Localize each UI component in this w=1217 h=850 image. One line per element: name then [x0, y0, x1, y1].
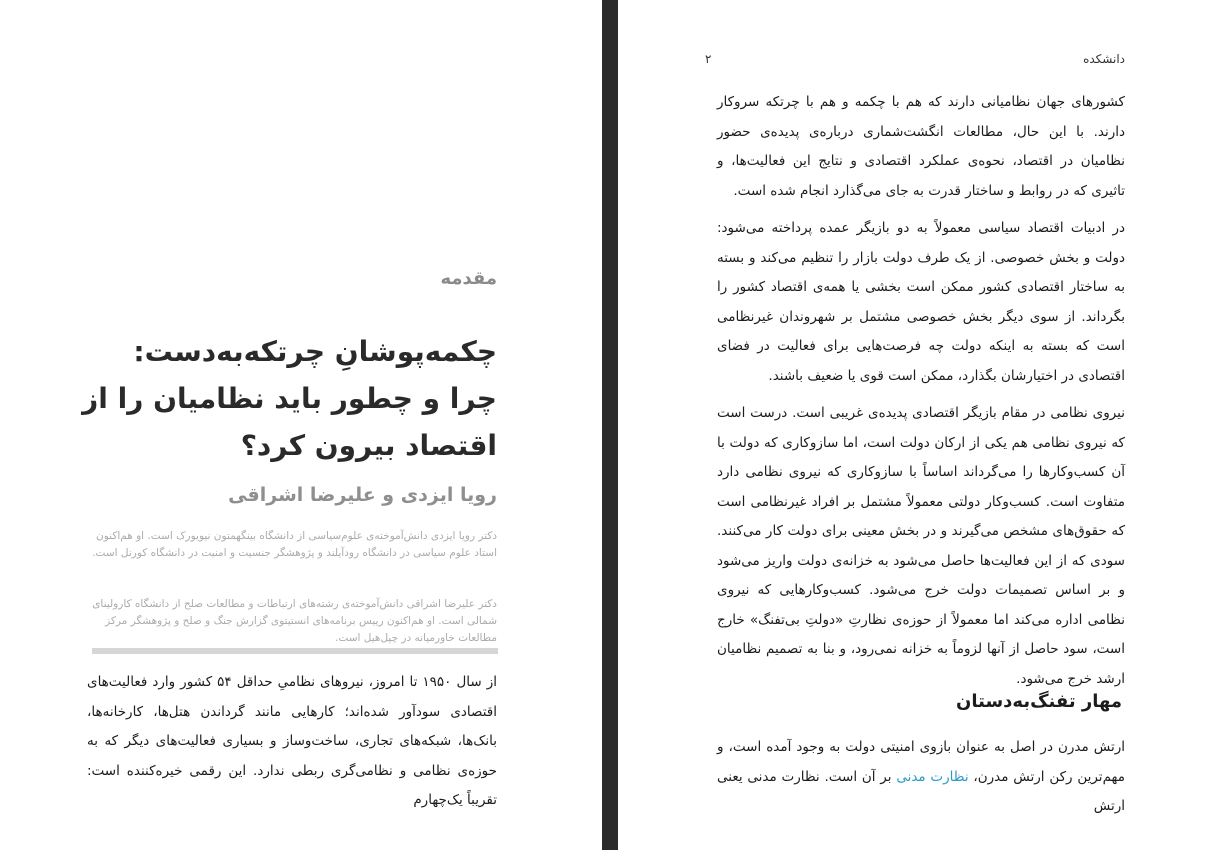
section-divider — [92, 648, 498, 654]
chapter-title-line-2: چرا و چطور باید نظامیان را از — [82, 382, 497, 415]
paragraph-4-text-end: بر آن است. نظارت مدنی یعنی ارتش — [717, 768, 1125, 814]
author-bio-1: دکتر رویا ایزدی دانش‌آموخته‌ی علوم‌سیاسی از دانشگاه بینگهمتون نیویورک است. او هم‌اکنون استاد علوم سیاسی در دانشگاه رودآیلند و پژوهشگر جنسیت و امنیت در دانشگاه کورنل است. — [92, 530, 497, 559]
running-head-title: دانشکده — [1083, 52, 1125, 66]
authors-byline: رویا ایزدی و علیرضا اشراقی — [228, 484, 497, 506]
paragraph-4-text-start: ارتش مدرن در اصل به عنوان بازوی امنیتی دولت به وجود آمده است، و مهم‌ترین رکن ارتش مدرن، — [717, 739, 1126, 785]
intro-paragraph: از سال ۱۹۵۰ تا امروز، نیروهای نظامیِ حداقل ۵۴ کشور وارد فعالیت‌های اقتصادی سودآور شده‌اند؛ کارهایی مانند گرداندن هتل‌ها، کارخانه‌ها، بانک‌ها، شبکه‌های تجاری، ساخت‌وساز و بسیاری فعالیت‌های دیگر که به حوزه‌ی نظامی و نظامی‌گری ربطی ندارد. این رقمی خیره‌کننده است: تقریباً یک‌چهارم — [87, 674, 497, 808]
author-bio-2: دکتر علیرضا اشراقی دانش‌آموخته‌ی رشته‌های ارتباطات و مطالعات صلح از دانشگاه کارولینای شمالی است. او هم‌اکنون رییس برنامه‌های انستیتوی گزارش جنگ و صلح و پژوهشگر مرکز مطالعات خاورمیانه در چپل‌هیل است. — [92, 598, 497, 644]
body-paragraph-3: نیروی نظامی در مقام بازیگر اقتصادی پدیده‌ی غریبی است. درست است که نیروی نظامی هم یکی از ارکان دولت است، اما سازوکاری که دولت با آن کسب‌وکارها را می‌گرداند اساساً با سازوکاری که نیروی نظامی دارد متفاوت است. کسب‌وکار دولتی معمولاً مشتمل بر افراد غیرنظامی است که حقوق‌های مشخص می‌گیرند و در بخش معینی برای دولت کار می‌کنند. سودی که از این فعالیت‌ها حاصل می‌شود به خزانه‌ی دولت واریز می‌شود و بر اساس تصمیمات دولت خرج می‌شود. کسب‌وکارهایی که نیروی نظامی اداره می‌کند اما معمولاً از حوزه‌ی نظارتِ «دولتِ بی‌تفنگ» خارج است، سود حاصل از آنها لزوماً به خزانه نمی‌رود، و بنا به تصمیم نظامیان ارشد خرج می‌شود. — [717, 405, 1125, 687]
chapter-title-line-3: اقتصاد بیرون کرد؟ — [240, 429, 497, 462]
civil-oversight-link[interactable]: نظارت مدنی — [896, 768, 969, 785]
body-paragraph-4 — [717, 733, 1125, 822]
page-number: ۲ — [705, 52, 712, 66]
left-page — [0, 0, 602, 850]
section-label: مقدمه — [440, 268, 497, 289]
body-paragraph-2: در ادبیات اقتصاد سیاسی معمولاً به دو بازیگر عمده پرداخته می‌شود: دولت و بخش خصوصی. از یک طرف دولت بازار را تنظیم می‌کند و بسته به ساختار اقتصادی کشور ممکن است بخشی یا همه‌ی اقتصاد کشور را بگرداند. از سوی دیگر بخش خصوصی مشتمل بر شهروندان غیرنظامی است که بسته به اینکه دولت چه فرصت‌هایی برای فعالیت در فضای اقتصادی در اختیارشان بگذارد، ممکن است قوی یا ضعیف باشند. — [717, 220, 1125, 384]
body-paragraph-1: کشورهای جهان نظامیانی دارند که هم با چکمه و هم با چرتکه سروکار دارند. با این حال، مطالعات انگشت‌شماری درباره‌ی پدیده‌ی حضور نظامیان در اقتصاد، نحوه‌ی عملکرد اقتصادی و نتایج این فعالیت‌ها، و تاثیری که در روابط و ساختار قدرت به جای می‌گذارد انجام شده است. — [717, 94, 1125, 199]
section-subheading: مهار تفنگ‌به‌دستان — [956, 691, 1122, 712]
running-header — [705, 52, 1125, 66]
chapter-title — [82, 328, 497, 469]
page-gutter — [602, 0, 618, 850]
chapter-title-line-1: چکمه‌پوشانِ چرتکه‌به‌دست: — [133, 335, 497, 368]
right-page — [618, 0, 1217, 850]
